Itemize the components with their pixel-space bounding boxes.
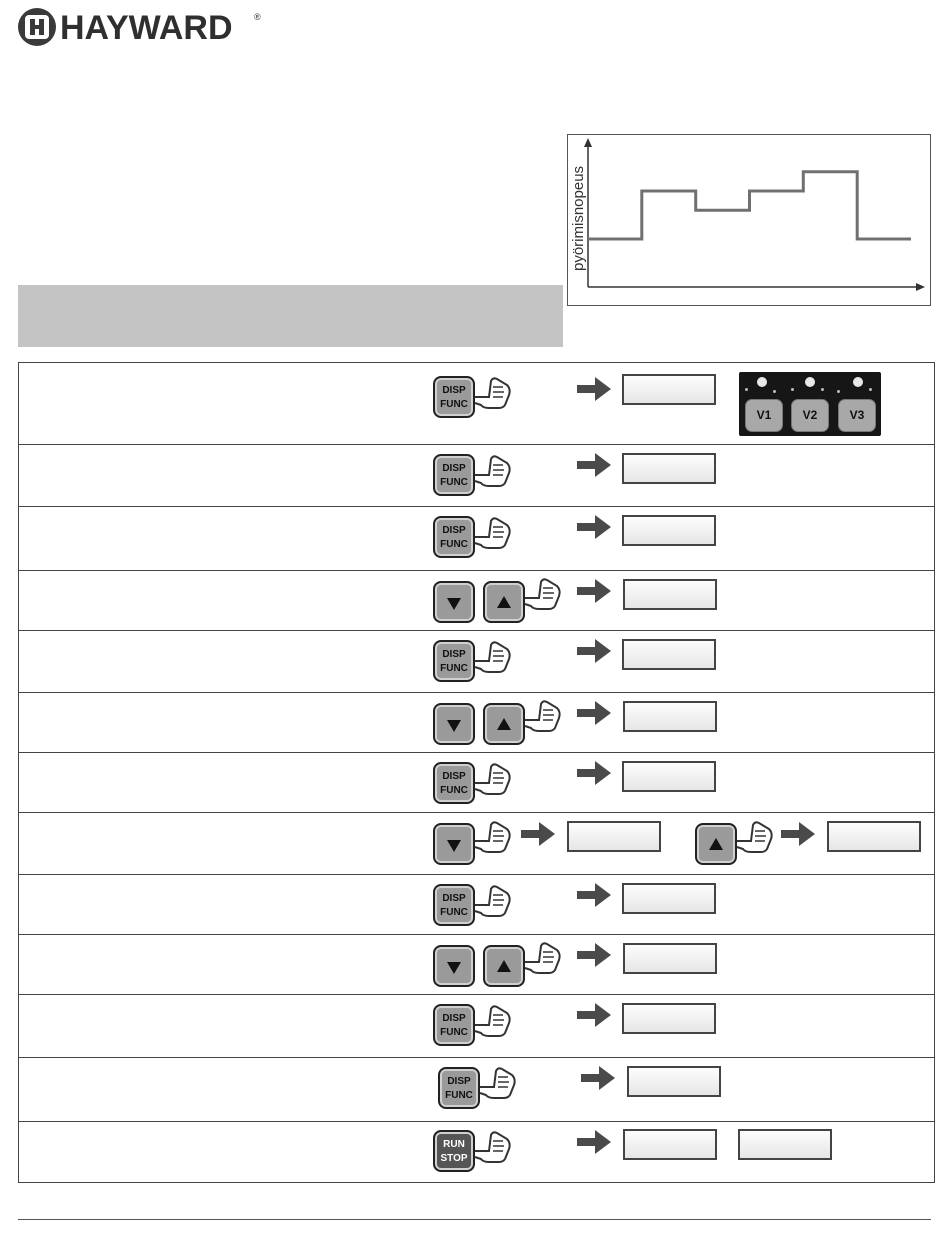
- pointing-hand-icon: [473, 515, 513, 549]
- table-row: [19, 935, 934, 995]
- right-arrow-icon: [577, 377, 611, 401]
- down-button[interactable]: [433, 703, 475, 745]
- pointing-hand-icon: [473, 819, 513, 853]
- pointing-hand-icon: [478, 1065, 518, 1099]
- led-icon: [853, 377, 863, 387]
- footer-divider: [18, 1219, 931, 1220]
- disp-func-button[interactable]: DISP FUNC: [433, 516, 475, 558]
- table-row: [19, 693, 934, 753]
- display-box: [567, 821, 661, 852]
- display-box: [622, 639, 716, 670]
- table-row: [19, 1058, 934, 1122]
- display-box: [623, 1129, 717, 1160]
- right-arrow-icon: [577, 453, 611, 477]
- pointing-hand-icon: [523, 698, 563, 732]
- table-row: [19, 445, 934, 507]
- down-button[interactable]: [433, 581, 475, 623]
- speed-button-panel: [739, 372, 881, 436]
- display-box: [622, 1003, 716, 1034]
- right-arrow-icon: [577, 1003, 611, 1027]
- x-axis-arrow: [916, 283, 925, 291]
- disp-func-button[interactable]: DISP FUNC: [433, 640, 475, 682]
- up-button[interactable]: [695, 823, 737, 865]
- registered-mark: ®: [254, 12, 261, 22]
- table-row: [19, 363, 934, 445]
- pointing-hand-icon: [473, 761, 513, 795]
- display-box: [738, 1129, 832, 1160]
- table-row: [19, 995, 934, 1058]
- right-arrow-icon: [577, 639, 611, 663]
- disp-func-button[interactable]: DISP FUNC: [433, 1004, 475, 1046]
- speed-series-line: [588, 172, 911, 239]
- display-box: [622, 883, 716, 914]
- brand-name: HAYWARD: [60, 9, 233, 47]
- pointing-hand-icon: [523, 576, 563, 610]
- display-box: [622, 374, 716, 405]
- display-box: [627, 1066, 721, 1097]
- pointing-hand-icon: [473, 883, 513, 917]
- up-button[interactable]: [483, 703, 525, 745]
- led-icon: [757, 377, 767, 387]
- display-box: [623, 701, 717, 732]
- v1-button[interactable]: V1: [745, 399, 783, 432]
- section-banner: [18, 285, 563, 347]
- led-icon: [805, 377, 815, 387]
- right-arrow-icon: [577, 943, 611, 967]
- disp-func-button[interactable]: DISP FUNC: [433, 762, 475, 804]
- v2-button[interactable]: V2: [791, 399, 829, 432]
- display-box: [827, 821, 921, 852]
- up-button[interactable]: [483, 581, 525, 623]
- speed-chart: [567, 134, 931, 306]
- right-arrow-icon: [781, 822, 815, 846]
- display-box: [622, 761, 716, 792]
- pointing-hand-icon: [473, 1129, 513, 1163]
- hayward-badge-icon: [18, 8, 56, 46]
- right-arrow-icon: [577, 761, 611, 785]
- right-arrow-icon: [577, 1130, 611, 1154]
- right-arrow-icon: [577, 515, 611, 539]
- pointing-hand-icon: [473, 375, 513, 409]
- disp-func-button[interactable]: DISP FUNC: [433, 454, 475, 496]
- disp-func-button[interactable]: DISP FUNC: [438, 1067, 480, 1109]
- right-arrow-icon: [577, 701, 611, 725]
- right-arrow-icon: [577, 579, 611, 603]
- pointing-hand-icon: [473, 453, 513, 487]
- pointing-hand-icon: [473, 639, 513, 673]
- disp-func-button[interactable]: DISP FUNC: [433, 884, 475, 926]
- steps-table: [18, 362, 935, 1183]
- display-box: [623, 943, 717, 974]
- y-axis-label: pyörimisnopeus: [570, 165, 587, 271]
- table-row: [19, 507, 934, 571]
- up-button[interactable]: [483, 945, 525, 987]
- table-row: [19, 1122, 934, 1182]
- right-arrow-icon: [521, 822, 555, 846]
- disp-func-button[interactable]: DISP FUNC: [433, 376, 475, 418]
- y-axis-arrow: [584, 138, 592, 147]
- down-button[interactable]: [433, 823, 475, 865]
- pointing-hand-icon: [473, 1003, 513, 1037]
- v3-button[interactable]: V3: [838, 399, 876, 432]
- table-row: [19, 813, 934, 875]
- pointing-hand-icon: [523, 940, 563, 974]
- display-box: [622, 453, 716, 484]
- down-button[interactable]: [433, 945, 475, 987]
- speed-chart-svg: [568, 135, 932, 307]
- display-box: [622, 515, 716, 546]
- table-row: [19, 571, 934, 631]
- table-row: [19, 875, 934, 935]
- right-arrow-icon: [581, 1066, 615, 1090]
- run-stop-button[interactable]: RUN STOP: [433, 1130, 475, 1172]
- display-box: [623, 579, 717, 610]
- right-arrow-icon: [577, 883, 611, 907]
- table-row: [19, 753, 934, 813]
- table-row: [19, 631, 934, 693]
- hayward-logo: [18, 8, 261, 47]
- pointing-hand-icon: [735, 819, 775, 853]
